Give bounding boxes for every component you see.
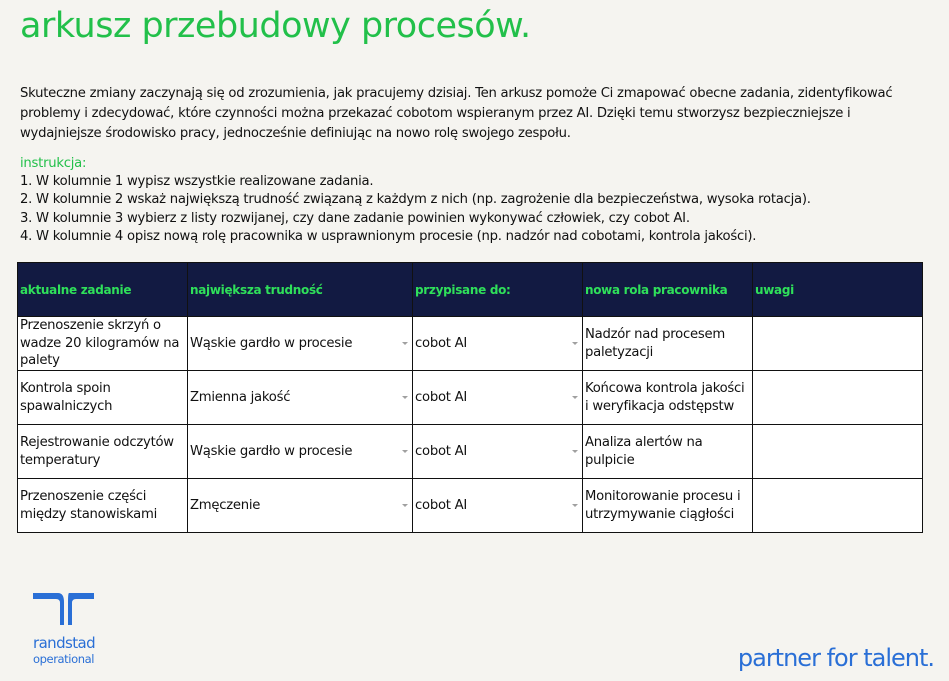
column-header-difficulty: największa trudność [188, 263, 413, 317]
new-role-cell[interactable]: Nadzór nad procesem paletyzacji [583, 317, 753, 371]
assigned-dropdown[interactable] [413, 479, 583, 533]
instruction-step: 4. W kolumnie 4 opisz nową rolę pracownika w usprawnionym procesie (np. nadzór nad cobotami, kontrola jakości). [20, 228, 757, 244]
difficulty-dropdown[interactable] [188, 371, 413, 425]
dropdown-arrow-icon[interactable] [402, 396, 408, 399]
assigned-value: cobot AI [415, 497, 468, 513]
notes-cell[interactable] [753, 317, 923, 371]
dropdown-arrow-icon[interactable] [572, 450, 578, 453]
task-cell[interactable]: Rejestrowanie odczytów temperatury [18, 425, 188, 479]
dropdown-arrow-icon[interactable] [402, 450, 408, 453]
dropdown-arrow-icon[interactable] [572, 342, 578, 345]
task-cell[interactable]: Kontrola spoin spawalniczych [18, 371, 188, 425]
difficulty-dropdown[interactable] [188, 317, 413, 371]
assigned-dropdown[interactable] [413, 317, 583, 371]
new-role-cell[interactable]: Końcowa kontrola jakości i weryfikacja odstępstw [583, 371, 753, 425]
notes-cell[interactable] [753, 371, 923, 425]
assigned-value: cobot AI [415, 443, 468, 459]
assigned-value: cobot AI [415, 389, 468, 405]
randstad-logo-icon [30, 590, 102, 630]
difficulty-value: Wąskie gardło w procesie [190, 335, 353, 351]
intro-paragraph: Skuteczne zmiany zaczynają się od zrozumienia, jak pracujemy dzisiaj. Ten arkusz pomoże Ci zmapować obecne zadania, zidentyfikować problemy i zdecydować, które czynności można przekazać cobotom wspieranym przez AI. Dzięki temu stworzysz bezpieczniejsze i wydajniejsze środowisko pracy, jednocześnie definiując na nowo rolę swojego zespołu. [20, 86, 893, 141]
instruction-step: 3. W kolumnie 3 wybierz z listy rozwijanej, czy dane zadanie powinien wykonywać człowiek, czy cobot AI. [20, 210, 690, 226]
table-row [18, 371, 923, 425]
dropdown-arrow-icon[interactable] [402, 342, 408, 345]
instructions-list [20, 173, 935, 246]
dropdown-arrow-icon[interactable] [572, 504, 578, 507]
notes-cell[interactable] [753, 425, 923, 479]
column-header-task: aktualne zadanie [18, 263, 188, 317]
column-header-notes: uwagi [753, 263, 923, 317]
difficulty-dropdown[interactable] [188, 425, 413, 479]
table-row [18, 317, 923, 371]
logo-text-operational: operational [33, 652, 95, 666]
dropdown-arrow-icon[interactable] [402, 504, 408, 507]
instructions [20, 155, 935, 246]
table-row [18, 479, 923, 533]
column-header-assigned: przypisane do: [413, 263, 583, 317]
assigned-dropdown[interactable] [413, 371, 583, 425]
notes-cell[interactable] [753, 479, 923, 533]
instructions-heading: instrukcja: [20, 156, 87, 171]
logo-text-randstad: randstad [33, 634, 95, 652]
assigned-dropdown[interactable] [413, 425, 583, 479]
table-row [18, 425, 923, 479]
dropdown-arrow-icon[interactable] [572, 396, 578, 399]
difficulty-value: Wąskie gardło w procesie [190, 443, 353, 459]
column-header-new-role: nowa rola pracownika [583, 263, 753, 317]
task-cell[interactable]: Przenoszenie skrzyń o wadze 20 kilogramów na palety [18, 317, 188, 371]
difficulty-value: Zmęczenie [190, 497, 261, 513]
instruction-step: 1. W kolumnie 1 wypisz wszystkie realizowane zadania. [20, 174, 374, 190]
table-header-row [18, 263, 923, 317]
task-cell[interactable]: Przenoszenie części między stanowiskami [18, 479, 188, 533]
new-role-cell[interactable]: Monitorowanie procesu i utrzymywanie ciągłości [583, 479, 753, 533]
process-table [17, 262, 923, 533]
tagline: partner for talent. [737, 644, 934, 672]
difficulty-value: Zmienna jakość [190, 389, 291, 405]
assigned-value: cobot AI [415, 335, 468, 351]
new-role-cell[interactable]: Analiza alertów na pulpicie [583, 425, 753, 479]
difficulty-dropdown[interactable] [188, 479, 413, 533]
page-title: arkusz przebudowy procesów. [20, 6, 531, 46]
instruction-step: 2. W kolumnie 2 wskaż największą trudność związaną z każdym z nich (np. zagrożenie dla bezpieczeństwa, wysoka rotacja). [20, 192, 811, 208]
